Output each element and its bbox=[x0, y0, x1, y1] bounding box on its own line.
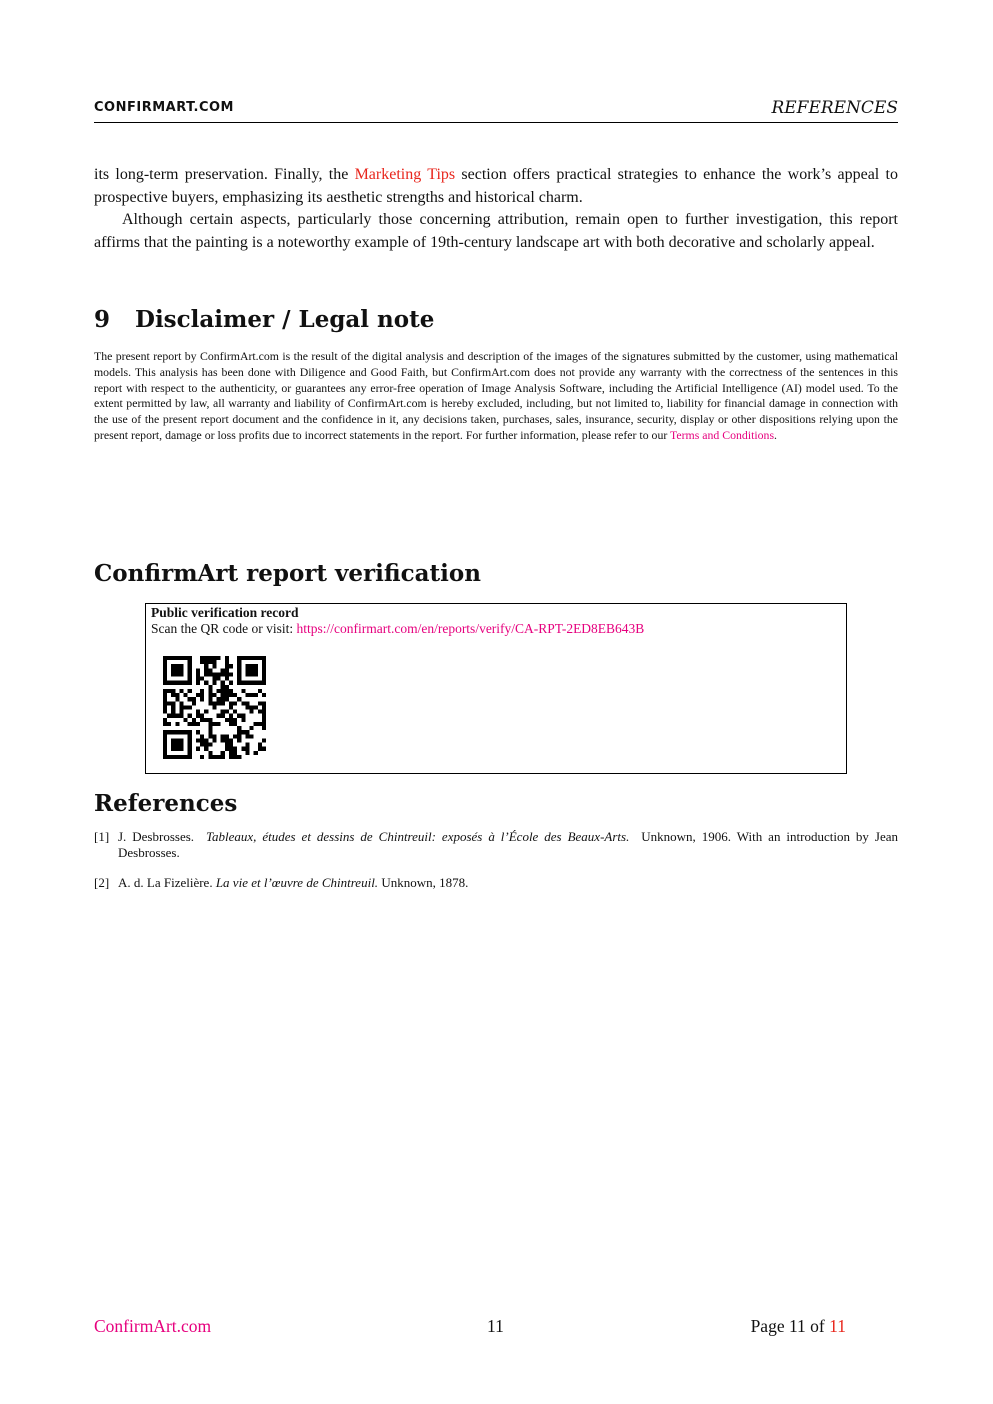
reference-item bbox=[94, 829, 898, 863]
conclusion-paragraph bbox=[94, 164, 898, 209]
header-rule bbox=[94, 122, 898, 123]
logo: CONFIRMART.COM bbox=[94, 99, 234, 116]
reference-title: Tableaux, études et dessins de Chintreuil: exposés à l’École des Beaux-Arts. bbox=[205, 829, 630, 844]
scan-instruction: Scan the QR code or visit: bbox=[151, 621, 297, 636]
reference-item bbox=[94, 875, 898, 893]
qr-code-icon[interactable] bbox=[163, 656, 266, 759]
disclaimer-body: The present report by ConfirmArt.com is the result of the digital analysis and description of the images of the signatures submitted by the customer, using mathematical models. This analysis has been done with Diligence and Good Faith, but ConfirmArt.com does not provide any warranty with the correctness of the sentences in this report with respect to the authenticity, or guarantees any error-free operation of Image Analysis Software, including the Artificial Intelligence (AI) model used. To the extent permitted by law, all warranty and liability of ConfirmArt.com is hereby excluded, including, but not limited to, liability for financial damage in connection with the use of the present report document and the confidence in it, any decisions taken, purchases, sales, insurance, security, display or other dispositions relying upon the present report, damage or loss profits due to incorrect statements in the report. For further information, please refer to our bbox=[94, 349, 898, 442]
running-head: REFERENCES bbox=[771, 98, 898, 118]
marketing-tips-link[interactable]: Marketing Tips bbox=[354, 166, 456, 183]
verification-heading: ConfirmArt report verification bbox=[94, 560, 481, 587]
reference-details: Unknown, 1878. bbox=[381, 875, 469, 890]
section-number: 9 bbox=[94, 306, 111, 333]
reference-author: A. d. La Fizelière. bbox=[118, 875, 213, 890]
paragraph-text: section offers practical strategies to enhance the work’s appeal to prospective buyers, emphasizing its aesthetic strengths and historical charm. bbox=[94, 166, 898, 206]
disclaimer-text bbox=[94, 349, 898, 444]
conclusion-paragraph-2: Although certain aspects, particularly those concerning attribution, remain open to further investigation, this report affirms that the painting is a noteworthy example of 19th-century landscape art with both decorative and scholarly appeal. bbox=[94, 211, 898, 251]
footer-site-link[interactable]: ConfirmArt.com bbox=[94, 1316, 212, 1336]
page-total-link[interactable]: 11 bbox=[829, 1316, 846, 1336]
reference-body bbox=[118, 875, 898, 891]
reference-details: Unknown, 1906. With an introduction by Jean Desbrosses. bbox=[118, 829, 898, 860]
page-label: Page 11 of bbox=[750, 1316, 830, 1336]
terms-and-conditions-link[interactable]: Terms and Conditions bbox=[670, 427, 775, 442]
reference-number: [2] bbox=[94, 875, 110, 890]
section-heading-disclaimer bbox=[94, 306, 434, 333]
verification-url-link[interactable]: https://confirmart.com/en/reports/verify/CA-RPT-2ED8EB643B bbox=[296, 621, 645, 636]
verification-box bbox=[145, 603, 847, 774]
reference-title: La vie et l’œuvre de Chintreuil. bbox=[215, 875, 379, 890]
reference-number: [1] bbox=[94, 829, 110, 844]
footer-page-number: 11 bbox=[487, 1316, 504, 1336]
references-heading: References bbox=[94, 790, 238, 817]
disclaimer-end: . bbox=[774, 427, 777, 442]
paragraph-text: its long-term preservation. Finally, the bbox=[94, 166, 355, 183]
verification-title: Public verification record bbox=[151, 605, 299, 620]
reference-body bbox=[118, 829, 898, 861]
section-title: Disclaimer / Legal note bbox=[135, 306, 435, 333]
verification-line bbox=[151, 621, 644, 637]
footer-page-count bbox=[751, 1316, 846, 1337]
reference-author: J. Desbrosses. bbox=[118, 829, 195, 844]
